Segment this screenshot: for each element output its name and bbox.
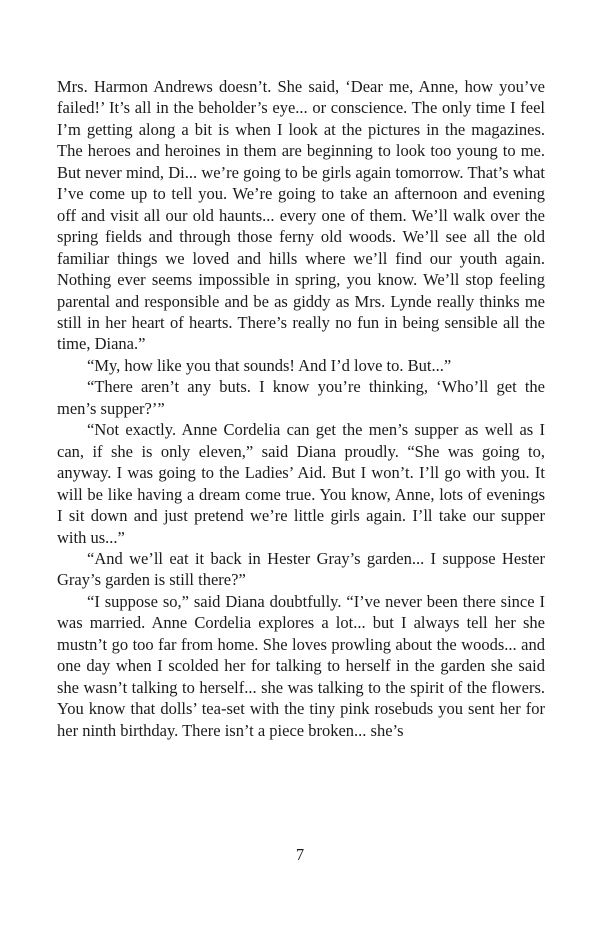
paragraph: “And we’ll eat it back in Hester Gray’s garden... I suppose Hester Gray’s garden is still there?” <box>57 548 545 590</box>
paragraph: “Not exactly. Anne Cordelia can get the men’s supper as well as I can, if she is only eleven,” said Diana proudly. “She was going to, anyway. I was going to the Ladies’ Aid. But I won’t. I’ll go with you. It will be like having a dream come true. You know, Anne, lots of evenings I sit down and just pretend we’re little girls again. I’ll take our supper with us...” <box>57 420 545 547</box>
paragraph: “I suppose so,” said Diana doubtfully. “I’ve never been there since I was married. Anne Cordelia explores a lot... but I always tell her she mustn’t go too far from home. She loves prowling about the woods... and one day when I scolded her for talking to herself in the garden she said she wasn’t talking to herself... she was talking to the spirit of the flowers. You know that dolls’ tea-set with the tiny pink rosebuds you sent her for her ninth birthday. There isn’t a piece broken... she’s <box>57 591 545 740</box>
page-text <box>57 76 545 741</box>
paragraph: “My, how like you that sounds! And I’d love to. But...” <box>87 355 452 375</box>
paragraph: “There aren’t any buts. I know you’re thinking, ‘Who’ll get the men’s supper?’” <box>57 377 545 418</box>
paragraph: Mrs. Harmon Andrews doesn’t. She said, ‘Dear me, Anne, how you’ve failed!’ It’s all in the beholder’s eye... or conscience. The only time I feel I’m getting along a bit is when I look at the pictures in the magazines. The heroes and heroines in them are beginning to look too young to me. But never mind, Di... we’re going to be girls again tomorrow. That’s what I’ve come up to tell you. We’re going to take an afternoon and evening off and visit all our old haunts... every one of them. We’ll walk over the spring fields and through those ferny old woods. We’ll see all the old familiar things we loved and hills where we’ll find our youth again. Nothing ever seems impossible in spring, you know. We’ll stop feeling parental and responsible and be as giddy as Mrs. Lynde really thinks me still in her heart of hearts. There’s really no fun in being sensible all the time, Diana.” <box>57 77 545 354</box>
page-number: 7 <box>295 845 305 864</box>
